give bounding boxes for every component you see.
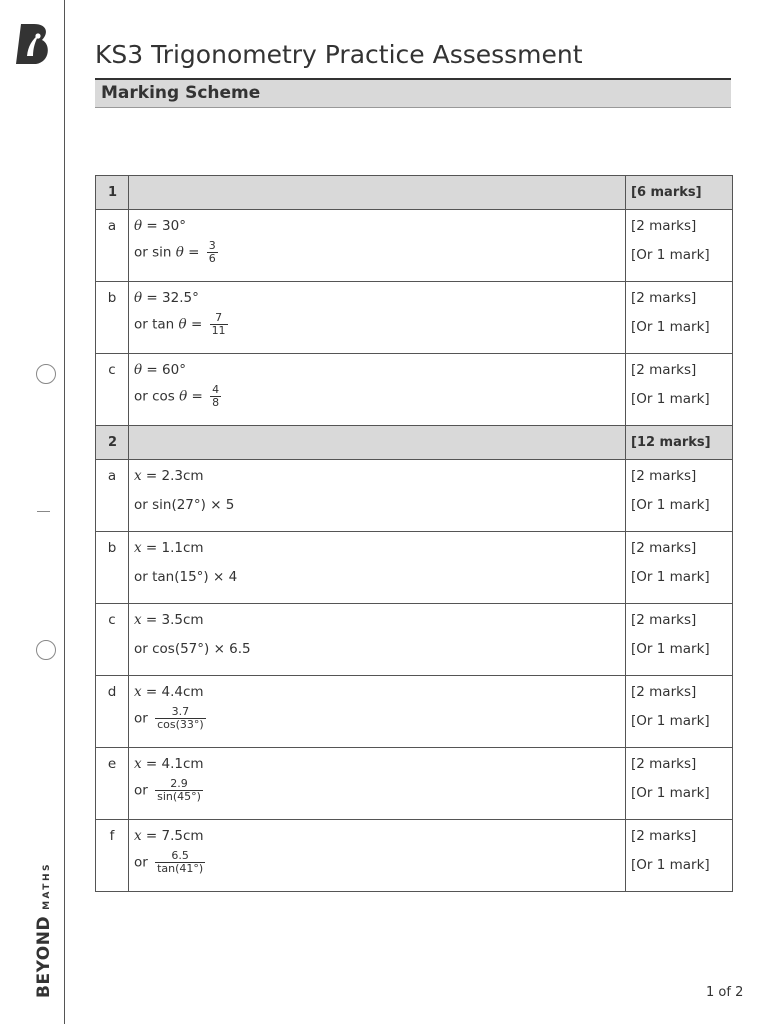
full-marks: [2 marks] — [631, 362, 697, 378]
marks-cell — [626, 282, 733, 354]
marks-cell — [626, 676, 733, 748]
answer-line — [134, 820, 625, 850]
fraction — [210, 384, 221, 409]
answer-row — [96, 748, 733, 820]
alternative-working: or tan(15°) × 4 — [134, 569, 238, 585]
answer-row — [96, 604, 733, 676]
punch-hole-bottom — [36, 640, 56, 660]
answer-cell — [129, 460, 626, 532]
partial-marks: [Or 1 mark] — [631, 569, 710, 585]
full-marks: [2 marks] — [631, 756, 697, 772]
alternative-line — [134, 562, 625, 592]
partial-marks: [Or 1 mark] — [631, 497, 710, 513]
answer-row — [96, 210, 733, 282]
question-number: 1 — [96, 176, 129, 210]
part-label: c — [96, 354, 129, 426]
answer-cell — [129, 210, 626, 282]
marking-scheme-table — [95, 175, 733, 892]
fraction-numerator: 3 — [208, 239, 216, 252]
answer-variable: x — [134, 828, 142, 844]
question-total-marks: [12 marks] — [626, 426, 733, 460]
answer-cell — [129, 532, 626, 604]
marks-cell — [626, 460, 733, 532]
alternative-variable: θ — [175, 244, 184, 261]
punch-hole-top — [36, 364, 56, 384]
question-header-row — [96, 426, 733, 460]
answer-line — [134, 282, 625, 312]
brand-name-bold: BEYOND — [34, 915, 54, 998]
full-marks: [2 marks] — [631, 468, 697, 484]
alternative-line — [134, 778, 625, 808]
fraction — [210, 312, 228, 337]
full-marks: [2 marks] — [631, 828, 697, 844]
full-marks: [2 marks] — [631, 684, 697, 700]
answer-value: = 32.5° — [142, 290, 199, 306]
part-label: f — [96, 820, 129, 892]
alternative-working: or sin(27°) × 5 — [134, 497, 235, 513]
answer-cell — [129, 604, 626, 676]
answer-value: = 4.4cm — [141, 684, 204, 700]
alternative-prefix: or tan — [134, 316, 179, 333]
alternative-line — [134, 706, 625, 736]
fraction-denominator: 8 — [212, 396, 220, 409]
answer-row — [96, 354, 733, 426]
answer-row — [96, 460, 733, 532]
answer-cell — [129, 820, 626, 892]
page-title: KS3 Trigonometry Practice Assessment — [95, 40, 583, 69]
marks-cell — [626, 532, 733, 604]
part-label: a — [96, 460, 129, 532]
fraction-numerator: 6.5 — [155, 850, 205, 863]
alternative-prefix: or — [134, 710, 153, 727]
alternative-variable: θ — [178, 316, 187, 333]
fraction-numerator: 7 — [210, 312, 228, 325]
full-marks: [2 marks] — [631, 218, 697, 234]
part-label: b — [96, 282, 129, 354]
answer-line — [134, 354, 625, 384]
brand-name-small: MATHS — [42, 862, 52, 910]
answer-variable: x — [134, 756, 142, 772]
fraction-denominator: tan(41°) — [157, 862, 204, 875]
margin-line — [64, 0, 65, 1024]
answer-cell — [129, 282, 626, 354]
partial-marks: [Or 1 mark] — [631, 319, 710, 335]
partial-marks: [Or 1 mark] — [631, 391, 710, 407]
answer-row — [96, 532, 733, 604]
alternative-equals: = — [183, 244, 204, 261]
fraction — [155, 850, 205, 875]
alternative-line — [134, 384, 625, 414]
brand-wordmark — [34, 862, 54, 998]
part-label: b — [96, 532, 129, 604]
answer-value: = 30° — [142, 218, 186, 234]
partial-marks: [Or 1 mark] — [631, 247, 710, 263]
answer-cell — [129, 676, 626, 748]
part-label: c — [96, 604, 129, 676]
answer-value: = 4.1cm — [141, 756, 204, 772]
question-total-marks: [6 marks] — [626, 176, 733, 210]
alternative-working: or cos(57°) × 6.5 — [134, 641, 251, 657]
page-number: 1 of 2 — [706, 985, 744, 1000]
partial-marks: [Or 1 mark] — [631, 713, 710, 729]
answer-line — [134, 748, 625, 778]
answer-value: = 2.3cm — [141, 468, 204, 484]
fraction-denominator: cos(33°) — [157, 718, 204, 731]
fold-mark — [37, 511, 50, 512]
partial-marks: [Or 1 mark] — [631, 641, 710, 657]
answer-variable: x — [134, 540, 142, 556]
answer-variable: θ — [134, 218, 143, 234]
marks-cell — [626, 604, 733, 676]
fraction-numerator: 4 — [212, 383, 220, 396]
marks-cell — [626, 354, 733, 426]
answer-value: = 60° — [142, 362, 186, 378]
part-label: e — [96, 748, 129, 820]
question-spacer — [129, 176, 626, 210]
alternative-line — [134, 312, 625, 342]
fraction — [207, 240, 218, 265]
fraction — [155, 778, 203, 803]
answer-cell — [129, 748, 626, 820]
part-label: a — [96, 210, 129, 282]
full-marks: [2 marks] — [631, 540, 697, 556]
answer-row — [96, 820, 733, 892]
fraction-denominator: sin(45°) — [157, 790, 201, 803]
answer-cell — [129, 354, 626, 426]
answer-line — [134, 210, 625, 240]
alternative-prefix: or sin — [134, 244, 176, 261]
alternative-equals: = — [186, 316, 207, 333]
fraction-numerator: 3.7 — [155, 706, 206, 719]
alternative-prefix: or — [134, 854, 153, 871]
question-header-row — [96, 176, 733, 210]
answer-variable: x — [134, 612, 142, 628]
answer-variable: x — [134, 684, 142, 700]
answer-line — [134, 460, 625, 490]
full-marks: [2 marks] — [631, 290, 697, 306]
answer-row — [96, 676, 733, 748]
partial-marks: [Or 1 mark] — [631, 857, 710, 873]
beyond-logo-icon — [14, 22, 52, 66]
answer-line — [134, 604, 625, 634]
alternative-prefix: or cos — [134, 388, 180, 405]
answer-line — [134, 532, 625, 562]
alternative-line — [134, 850, 625, 880]
answer-variable: θ — [134, 290, 143, 306]
alternative-prefix: or — [134, 782, 153, 799]
fraction-numerator: 2.9 — [155, 778, 203, 791]
answer-row — [96, 282, 733, 354]
section-heading: Marking Scheme — [95, 80, 731, 108]
fraction — [155, 706, 206, 731]
answer-variable: θ — [134, 362, 143, 378]
marks-cell — [626, 210, 733, 282]
alternative-line — [134, 240, 625, 270]
fraction-denominator: 11 — [211, 324, 226, 337]
alternative-variable: θ — [179, 388, 188, 405]
answer-value: = 3.5cm — [141, 612, 204, 628]
partial-marks: [Or 1 mark] — [631, 785, 710, 801]
fraction-denominator: 6 — [208, 252, 216, 265]
alternative-line — [134, 490, 625, 520]
answer-variable: x — [134, 468, 142, 484]
marks-cell — [626, 820, 733, 892]
full-marks: [2 marks] — [631, 612, 697, 628]
question-number: 2 — [96, 426, 129, 460]
question-spacer — [129, 426, 626, 460]
answer-value: = 1.1cm — [141, 540, 204, 556]
answer-value: = 7.5cm — [141, 828, 204, 844]
marks-cell — [626, 748, 733, 820]
alternative-line — [134, 634, 625, 664]
part-label: d — [96, 676, 129, 748]
answer-line — [134, 676, 625, 706]
alternative-equals: = — [187, 388, 208, 405]
